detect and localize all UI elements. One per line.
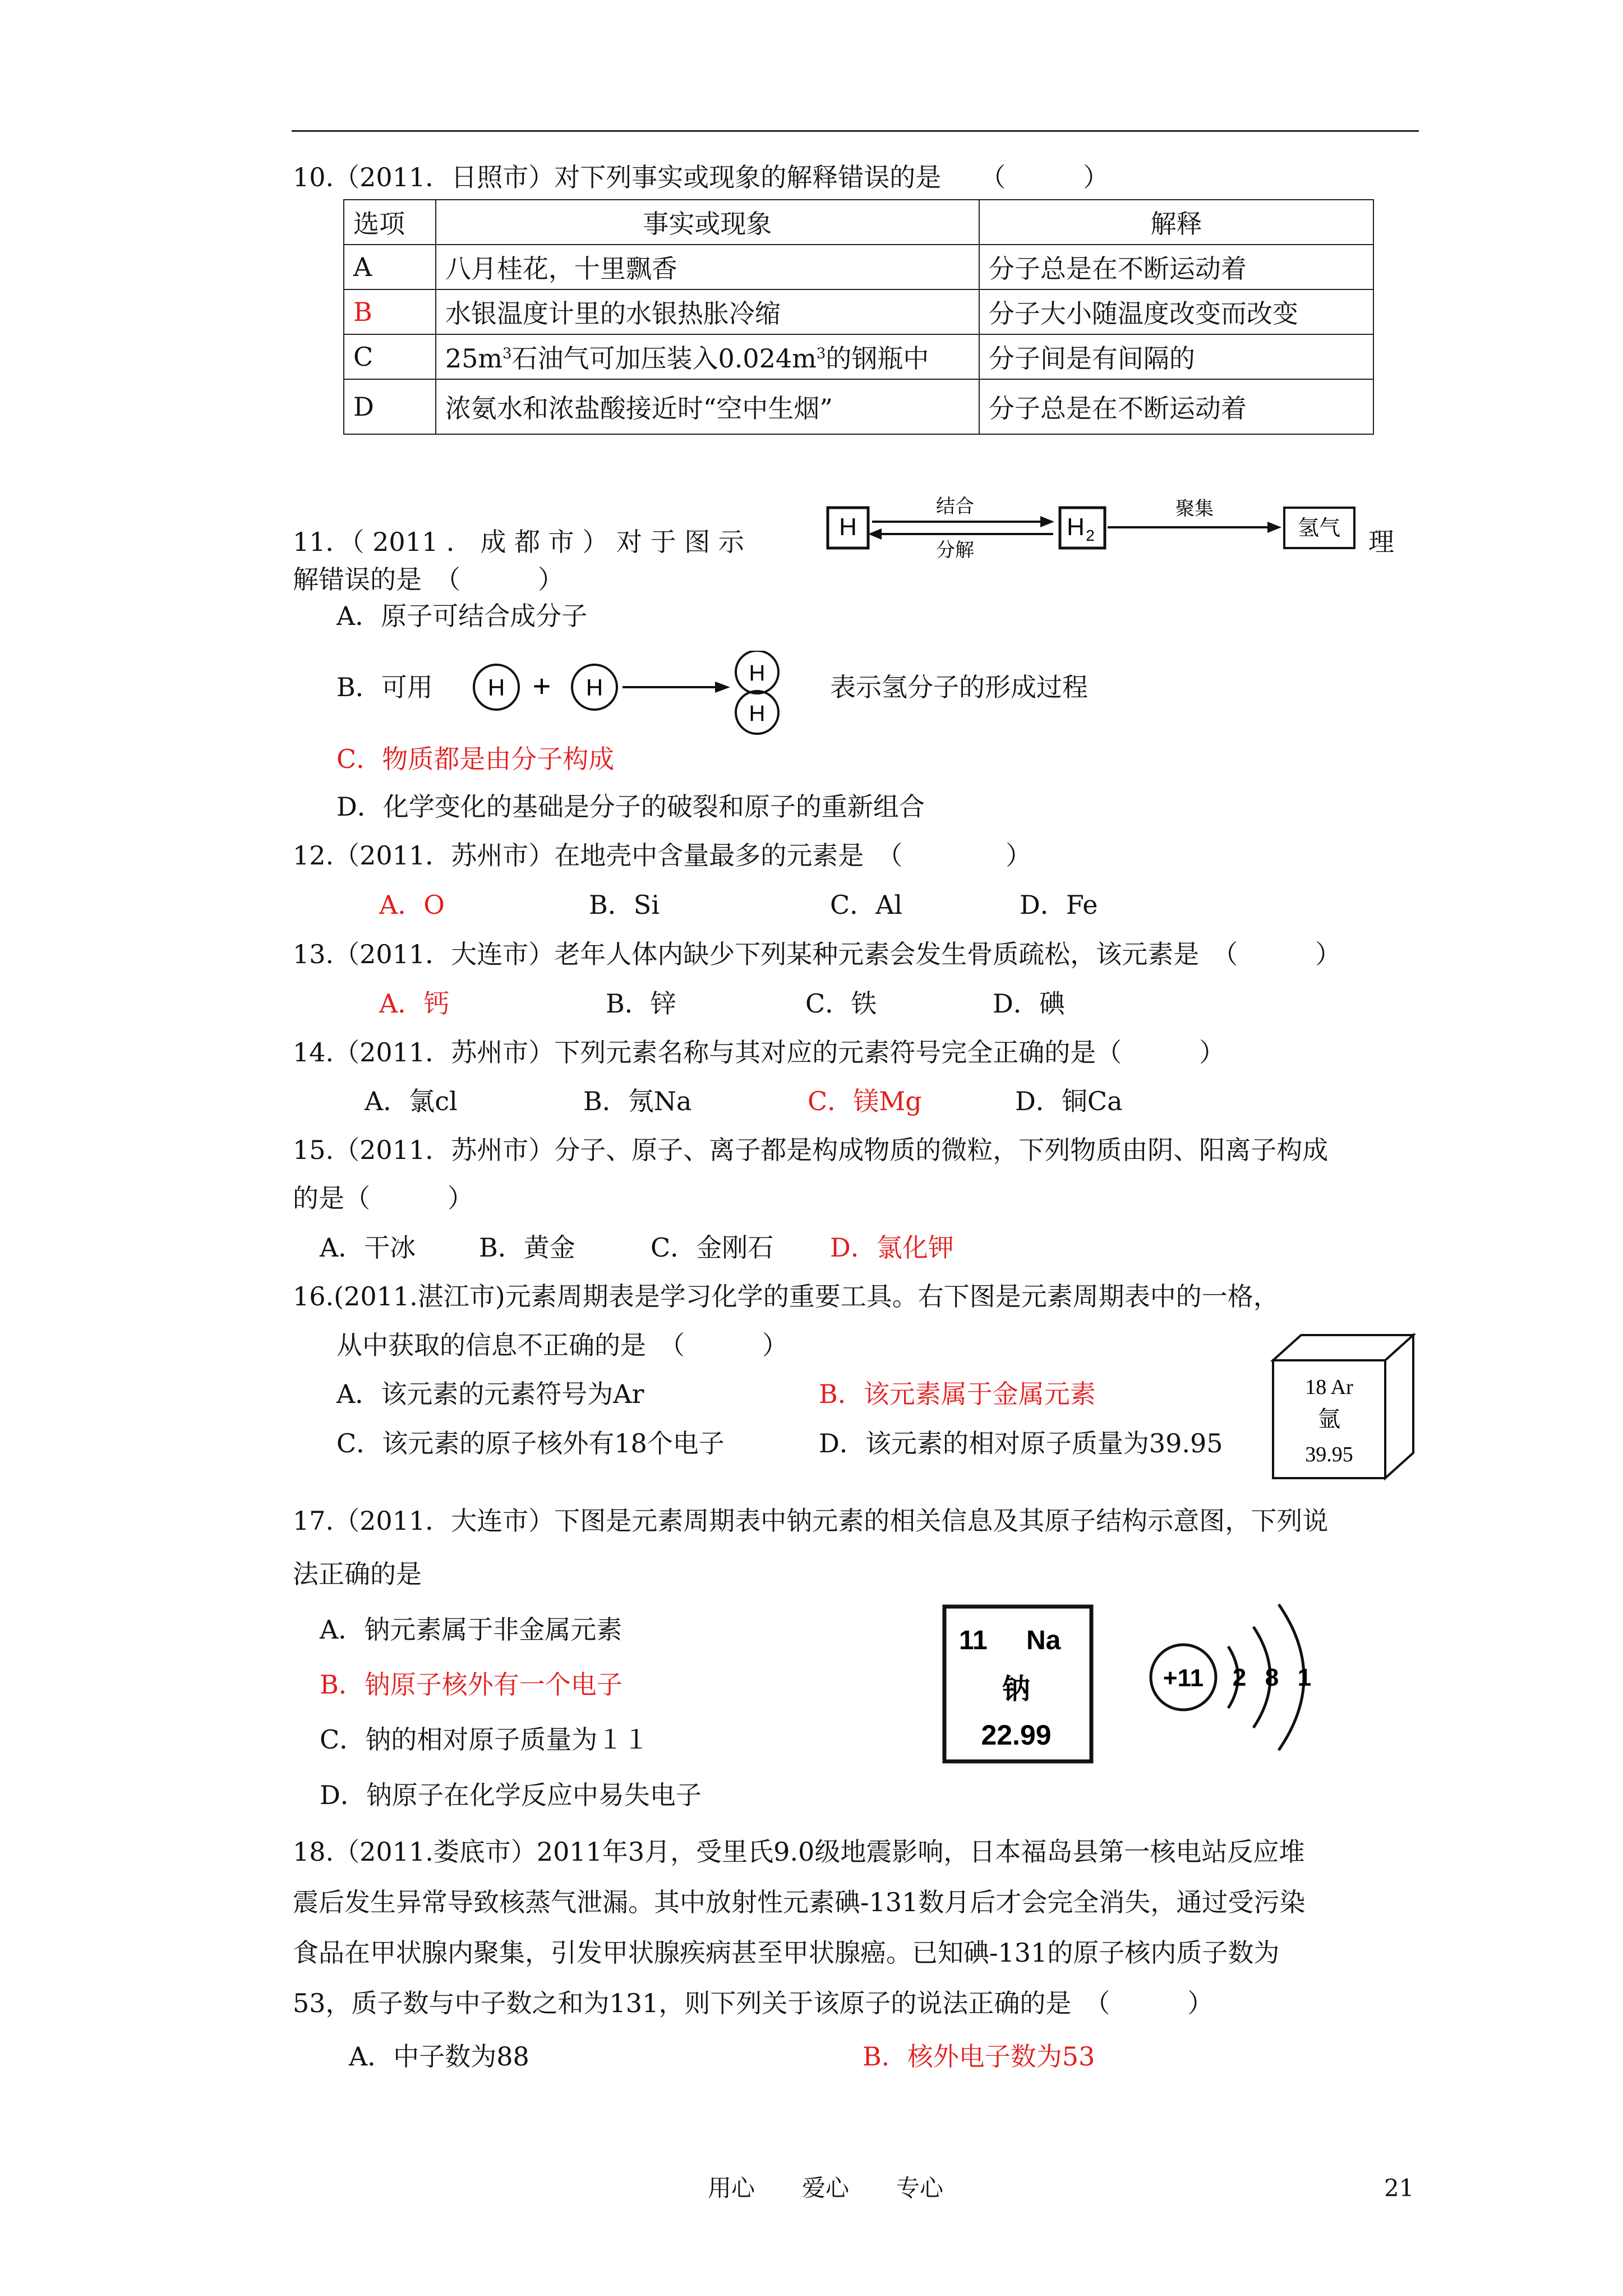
q12-option-c: C．Al [830, 890, 903, 920]
q18-line-2: 震后发生异常导致核蒸气泄漏。其中放射性元素碘-131数月后才会完全消失，通过受污染 [293, 1887, 1306, 1917]
nucleus-charge: +11 [1163, 1664, 1204, 1692]
combine-arrowhead [1040, 516, 1054, 527]
q18-option-b-answer: B．核外电子数为53 [863, 2041, 1095, 2072]
h2-label: H [1067, 513, 1085, 541]
q14-option-d: D．铜Ca [1015, 1086, 1123, 1116]
q11-option-a: A．原子可结合成分子 [336, 601, 588, 631]
q11-stem-end: 理 [1368, 527, 1394, 557]
q12-option-b: B．Si [589, 890, 660, 920]
table-cell-fact [436, 334, 979, 379]
table-cell-option: C [344, 334, 436, 379]
h-atom-text: H [585, 674, 603, 701]
plus-sign: + [532, 668, 551, 703]
table-header: 选项 [344, 200, 436, 245]
q13-stem: 13.（2011．大连市）老年人体内缺少下列某种元素会发生骨质疏松，该元素是 （ ） [293, 939, 1341, 969]
fact-part: 的钢瓶中 [826, 343, 929, 374]
q12-option-d: D．Fe [1020, 890, 1098, 920]
superscript: 3 [816, 345, 826, 362]
header-rule [292, 130, 1419, 132]
q15-option-b: B．黄金 [479, 1232, 575, 1263]
superscript: 3 [502, 345, 512, 362]
cell-element-name: 氩 [1318, 1406, 1340, 1432]
q11-stem-start: 11．（ 2011 ． 成 都 市 ） 对 于 图 示 [293, 527, 744, 557]
table-cell-option: A [344, 245, 436, 289]
sodium-name: 钠 [1002, 1672, 1030, 1705]
q11-option-c-answer: C．物质都是由分子构成 [336, 744, 615, 774]
q15-option-c: C．金刚石 [651, 1232, 774, 1263]
q15-option-a: A．干冰 [320, 1232, 416, 1263]
table-cell-reason: 分子总是在不断运动着 [979, 379, 1373, 434]
table-header: 解释 [979, 200, 1373, 245]
h-atom-text: H [487, 674, 505, 701]
q18-line-4: 53，质子数与中子数之和为131，则下列关于该原子的说法正确的是 （ ） [293, 1988, 1214, 2018]
combine-label: 结合 [936, 495, 974, 518]
footer-motto: 用心 爱心 专心 [708, 2174, 944, 2202]
q17-option-b-answer: B．钠原子核外有一个电子 [320, 1669, 623, 1700]
q16-option-b-answer: B．该元素属于金属元素 [819, 1379, 1096, 1409]
q16-stem-line-1: 16.(2011.湛江市)元素周期表是学习化学的重要工具。右下图是元素周期表中的一格， [293, 1281, 1279, 1312]
split-arrowhead [868, 528, 882, 540]
q17-stem-line-2: 法正确的是 [293, 1559, 422, 1589]
q14-option-b: B．氖Na [583, 1086, 692, 1116]
h-atom-label: H [839, 513, 857, 541]
hydrogen-gas-label: 氢气 [1297, 516, 1341, 540]
q16-option-c: C．该元素的原子核外有18个电子 [336, 1428, 725, 1458]
q13-option-a-answer: A．钙 [379, 988, 450, 1019]
fact-part: 石油气可加压装入0.024m [511, 343, 817, 374]
q16-option-d: D．该元素的相对原子质量为39.95 [819, 1428, 1223, 1458]
q10-table [343, 199, 1374, 435]
table-header: 事实或现象 [436, 200, 979, 245]
q11-option-b-prefix: B．可用 [336, 672, 433, 702]
q12-stem: 12.（2011．苏州市）在地壳中含量最多的元素是 （ ） [293, 840, 1032, 871]
q15-option-d-answer: D．氯化钾 [830, 1232, 954, 1263]
q11-option-b-suffix: 表示氢分子的形成过程 [830, 672, 1088, 702]
q17-option-a: A．钠元素属于非金属元素 [320, 1614, 623, 1645]
table-cell-reason: 分子总是在不断运动着 [979, 245, 1373, 289]
q15-stem-line-2: 的是（ ） [293, 1183, 473, 1213]
table-cell-fact: 八月桂花，十里飘香 [436, 245, 979, 289]
q16-option-a: A．该元素的元素符号为Ar [336, 1379, 644, 1409]
table-cell-fact: 浓氨水和浓盐酸接近时“空中生烟” [436, 379, 979, 434]
q15-stem-line-1: 15.（2011．苏州市）分子、原子、离子都是构成物质的微粒，下列物质由阴、阳离子构成 [293, 1135, 1329, 1165]
q13-option-d: D．碘 [993, 988, 1065, 1019]
h2-atom-text: H [749, 661, 766, 685]
q18-line-3: 食品在甲状腺内聚集，引发甲状腺疾病甚至甲状腺癌。已知碘-131的原子核内质子数为 [293, 1938, 1280, 1968]
q14-stem: 14.（2011．苏州市）下列元素名称与其对应的元素符号完全正确的是（ ） [293, 1037, 1225, 1068]
sodium-atomic-number: 11 [959, 1626, 988, 1655]
shell-2-count: 8 [1265, 1664, 1279, 1691]
h2-subscript: 2 [1086, 527, 1095, 544]
table-header-row [344, 200, 1373, 245]
cell-number-symbol: 18 Ar [1305, 1375, 1353, 1399]
fact-part: 25m [445, 343, 502, 374]
shell-1-count: 2 [1232, 1664, 1247, 1691]
shell-3-count: 1 [1297, 1664, 1312, 1691]
formation-arrowhead [715, 682, 730, 693]
q14-option-c-answer: C．镁Mg [808, 1086, 922, 1116]
table-cell-fact: 水银温度计里的水银热胀冷缩 [436, 289, 979, 334]
table-row [344, 245, 1373, 289]
sodium-atomic-mass: 22.99 [981, 1719, 1052, 1751]
table-row [344, 334, 1373, 379]
cell-side-face [1385, 1335, 1413, 1478]
q17-option-d: D．钠原子在化学反应中易失电子 [320, 1780, 702, 1810]
h2-atom-text: H [749, 701, 766, 726]
table-cell-option: D [344, 379, 436, 434]
gather-label: 聚集 [1175, 498, 1214, 520]
table-cell-reason: 分子大小随温度改变而改变 [979, 289, 1373, 334]
hydrogen-molecule-formation-diagram [465, 651, 802, 740]
q10-stem: 10.（2011．日照市）对下列事实或现象的解释错误的是 （ ） [293, 162, 1109, 192]
table-row [344, 379, 1373, 434]
q11-option-d: D．化学变化的基础是分子的破裂和原子的重新组合 [336, 792, 925, 822]
q12-option-a-answer: A．O [379, 890, 445, 920]
sodium-symbol: Na [1026, 1626, 1061, 1655]
q16-stem-line-2: 从中获取的信息不正确的是 （ ） [336, 1330, 788, 1360]
q14-option-a: A．氯cl [365, 1086, 458, 1116]
q17-option-c: C．钠的相对原子质量为１１ [320, 1724, 649, 1755]
q11-stem-continued: 解错误的是 （ ） [293, 564, 564, 595]
q18-option-a: A．中子数为88 [349, 2041, 529, 2072]
table-cell-reason: 分子间是有间隔的 [979, 334, 1373, 379]
page-number: 21 [1384, 2174, 1414, 2202]
q17-stem-line-1: 17.（2011．大连市）下图是元素周期表中钠元素的相关信息及其原子结构示意图，下列说 [293, 1506, 1329, 1536]
table-row [344, 289, 1373, 334]
hydrogen-flow-diagram [819, 494, 1380, 572]
sodium-atomic-structure-diagram [1144, 1593, 1380, 1761]
table-cell-option-answer: B [344, 289, 436, 334]
q13-option-b: B．锌 [606, 988, 676, 1019]
q18-line-1: 18.（2011.娄底市）2011年3月，受里氏9.0级地震影响，日本福岛县第一核电站反应堆 [293, 1837, 1305, 1867]
gather-arrowhead [1267, 522, 1281, 533]
argon-periodic-cell [1262, 1327, 1424, 1489]
split-label: 分解 [936, 539, 974, 562]
sodium-periodic-cell [942, 1604, 1110, 1767]
q13-option-c: C．铁 [805, 988, 877, 1019]
cell-atomic-mass: 39.95 [1305, 1443, 1353, 1466]
